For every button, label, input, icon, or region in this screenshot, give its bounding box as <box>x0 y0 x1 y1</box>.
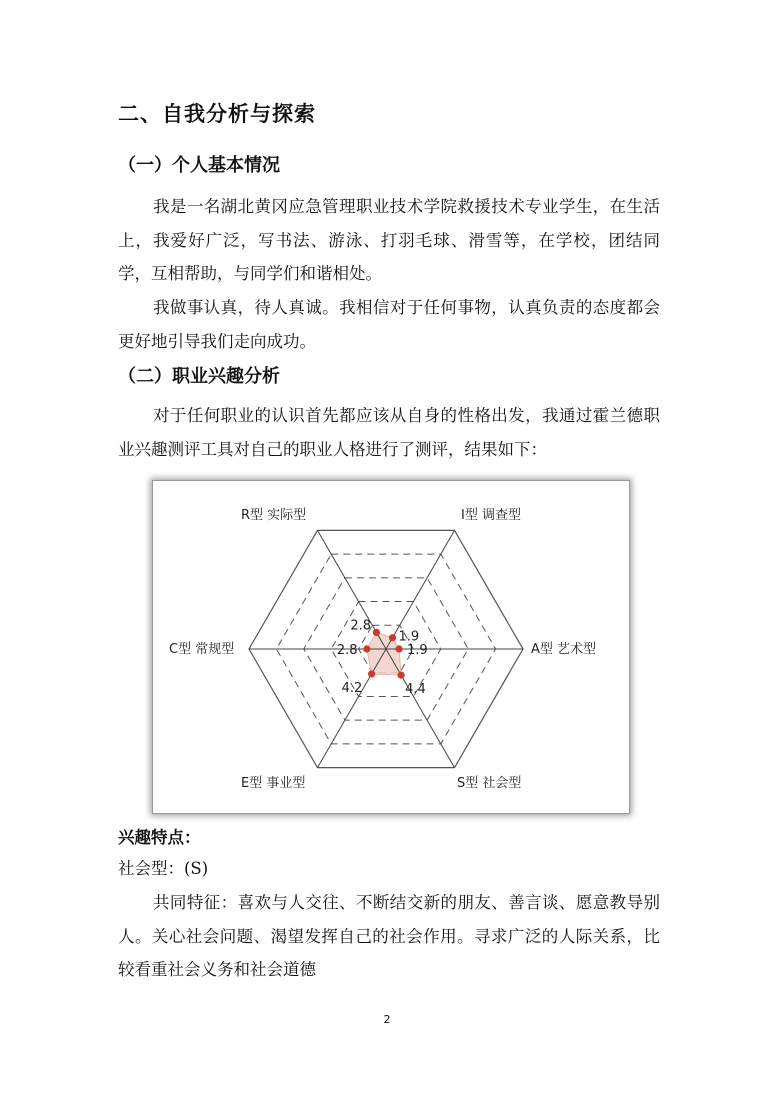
data-point-5 <box>363 645 370 652</box>
axis-label-3: S型 社会型 <box>457 776 522 791</box>
axis-line-3 <box>386 649 455 768</box>
section-title: 二、自我分析与探索 <box>118 102 316 126</box>
axis-label-2: A型 艺术型 <box>531 642 597 657</box>
subsection-title-basic: （一）个人基本情况 <box>118 155 280 176</box>
axis-label-4: E型 事业型 <box>241 776 306 791</box>
radar-chart-svg <box>153 481 629 813</box>
data-point-4 <box>368 670 375 677</box>
traits-heading: 兴趣特点： <box>118 828 201 847</box>
data-point-1 <box>389 634 396 641</box>
value-label-1: 1.9 <box>398 629 420 645</box>
axis-line-1 <box>386 530 455 649</box>
page-number: 2 <box>383 1013 391 1026</box>
data-point-3 <box>397 672 404 679</box>
value-label-2: 1.9 <box>407 643 428 658</box>
value-label-0: 2.8 <box>350 618 372 634</box>
value-label-3: 4.4 <box>405 682 426 698</box>
interest-paragraph: 对于任何职业的认识首先都应该从自身的性格出发，我通过霍兰德职业兴趣测评工具对自己的职业人格进行了测评，结果如下： <box>118 406 660 459</box>
axis-label-5: C型 常规型 <box>169 642 235 657</box>
traits-description: 共同特征：喜欢与人交往、不断结交新的朋友、善言谈、愿意教导别人。关心社会问题、渴望发挥自己的社会作用。寻求广泛的人际关系，比较看重社会义务和社会道德 <box>118 893 660 979</box>
axis-label-1: I型 调查型 <box>461 508 521 523</box>
basic-paragraph-2: 我做事认真，待人真诚。我相信对于任何事物，认真负责的态度都会更好地引导我们走向成功。 <box>118 298 660 351</box>
value-label-5: 2.8 <box>336 643 358 658</box>
traits-type-line: 社会型：(S) <box>118 859 209 878</box>
data-point-2 <box>395 645 402 652</box>
value-label-4: 4.2 <box>341 680 363 696</box>
subsection-title-interest: （二）职业兴趣分析 <box>118 366 280 387</box>
axis-label-0: R型 实际型 <box>241 508 307 523</box>
basic-paragraph-1: 我是一名湖北黄冈应急管理职业技术学院救援技术专业学生，在生活上，我爱好广泛，写书法、游泳、打羽毛球、滑雪等，在学校，团结同学，互相帮助，与同学们和谐相处。 <box>118 197 660 283</box>
axis-line-4 <box>318 649 387 768</box>
data-point-0 <box>373 629 380 636</box>
holland-radar-chart <box>152 480 630 814</box>
